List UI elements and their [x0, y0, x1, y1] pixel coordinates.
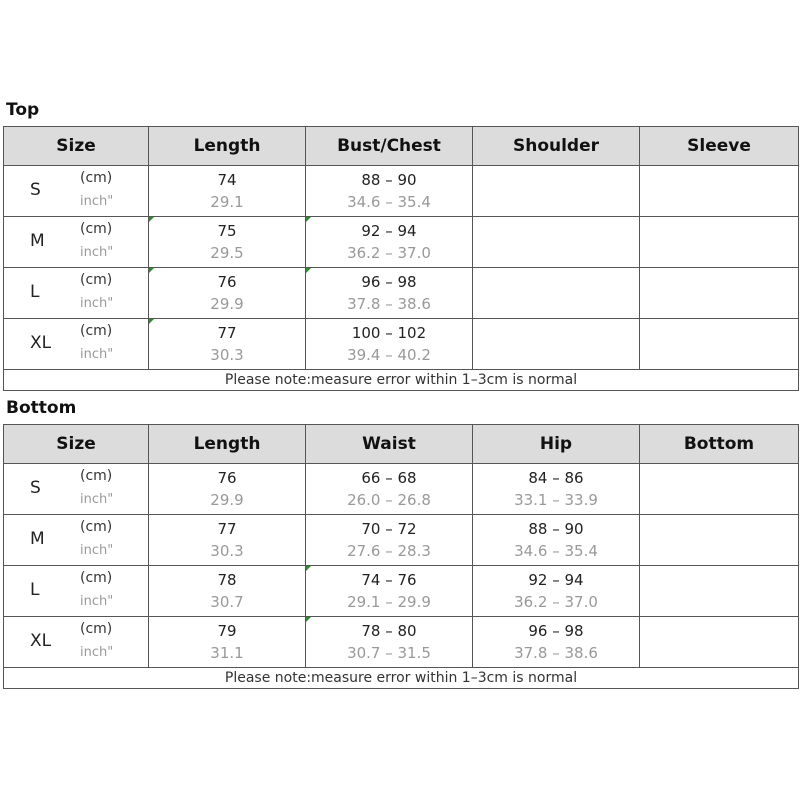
unit-cm-label: (cm): [80, 170, 113, 186]
sleeve-cell: [640, 166, 799, 217]
hip-cm: 84 – 86: [528, 469, 584, 487]
waist-cell: [306, 617, 473, 668]
length-cell: [149, 217, 306, 268]
length-cell: [149, 319, 306, 370]
unit-inch-label: inch": [80, 296, 114, 311]
length-inch: 31.1: [210, 644, 244, 662]
table-row: [4, 464, 799, 515]
unit-inch-label: inch": [80, 194, 114, 209]
hip-cm: 92 – 94: [528, 571, 584, 589]
header-sleeve: Sleeve: [640, 127, 799, 166]
length-cm: 75: [217, 222, 237, 240]
bust-cell: [306, 166, 473, 217]
hip-cm: 88 – 90: [528, 520, 584, 538]
bust-cm: 100 – 102: [351, 324, 427, 342]
hip-inch: 36.2 – 37.0: [514, 593, 598, 611]
hip-cm: 96 – 98: [528, 622, 584, 640]
bottom-size-table: [3, 424, 799, 689]
unit-inch-label: inch": [80, 245, 114, 260]
sleeve-cell: [640, 268, 799, 319]
top-size-table: [3, 126, 799, 391]
size-label: L: [30, 580, 40, 600]
length-cell: [149, 464, 306, 515]
header-bottom: Bottom: [640, 425, 799, 464]
header-waist: Waist: [306, 425, 473, 464]
length-cm: 76: [217, 469, 237, 487]
length-inch: 30.7: [210, 593, 244, 611]
unit-cm-label: (cm): [80, 272, 113, 288]
size-cell: [4, 464, 149, 515]
hip-cell: [473, 617, 640, 668]
corner-mark: [149, 319, 154, 324]
size-label: XL: [30, 631, 52, 651]
size-label: M: [30, 231, 45, 251]
unit-inch-label: inch": [80, 543, 114, 558]
size-cell: [4, 166, 149, 217]
bust-cell: [306, 319, 473, 370]
note-row: [4, 370, 799, 391]
size-label: M: [30, 529, 45, 549]
unit-inch-label: inch": [80, 347, 114, 362]
unit-inch-label: inch": [80, 645, 114, 660]
waist-cm: 74 – 76: [361, 571, 417, 589]
length-inch: 29.1: [210, 193, 244, 211]
length-cm: 77: [217, 324, 237, 342]
header-shoulder: Shoulder: [473, 127, 640, 166]
size-cell: [4, 217, 149, 268]
length-inch: 30.3: [210, 542, 244, 560]
bust-inch: 34.6 – 35.4: [347, 193, 431, 211]
table-row: [4, 515, 799, 566]
note-row: [4, 668, 799, 689]
length-inch: 29.5: [210, 244, 244, 262]
header-size: Size: [4, 127, 149, 166]
bottom-header-row: [4, 425, 799, 464]
bottom-cell: [640, 617, 799, 668]
size-cell: [4, 268, 149, 319]
bottom-cell: [640, 515, 799, 566]
table-row: [4, 566, 799, 617]
table-row: [4, 166, 799, 217]
bottom-cell: [640, 464, 799, 515]
corner-mark: [306, 617, 311, 622]
waist-cell: [306, 515, 473, 566]
waist-cell: [306, 464, 473, 515]
waist-cm: 78 – 80: [361, 622, 417, 640]
bust-cm: 96 – 98: [361, 273, 417, 291]
shoulder-cell: [473, 166, 640, 217]
size-cell: [4, 319, 149, 370]
waist-inch: 27.6 – 28.3: [347, 542, 431, 560]
header-hip: Hip: [473, 425, 640, 464]
length-cell: [149, 566, 306, 617]
length-cm: 79: [217, 622, 237, 640]
hip-cell: [473, 464, 640, 515]
hip-inch: 37.8 – 38.6: [514, 644, 598, 662]
unit-cm-label: (cm): [80, 323, 113, 339]
waist-cm: 70 – 72: [361, 520, 417, 538]
size-cell: [4, 617, 149, 668]
bust-cell: [306, 268, 473, 319]
length-cm: 77: [217, 520, 237, 538]
waist-cell: [306, 566, 473, 617]
corner-mark: [306, 217, 311, 222]
bottom-cell: [640, 566, 799, 617]
bust-inch: 39.4 – 40.2: [347, 346, 431, 364]
measure-note: Please note:measure error within 1–3cm is normal: [4, 668, 799, 689]
waist-inch: 26.0 – 26.8: [347, 491, 431, 509]
hip-cell: [473, 515, 640, 566]
size-label: L: [30, 282, 40, 302]
length-cm: 76: [217, 273, 237, 291]
measure-note: Please note:measure error within 1–3cm is normal: [4, 370, 799, 391]
top-section-title: Top: [6, 100, 40, 120]
size-label: XL: [30, 333, 52, 353]
corner-mark: [149, 217, 154, 222]
waist-inch: 30.7 – 31.5: [347, 644, 431, 662]
length-cm: 78: [217, 571, 237, 589]
size-cell: [4, 515, 149, 566]
unit-cm-label: (cm): [80, 621, 113, 637]
length-inch: 29.9: [210, 295, 244, 313]
shoulder-cell: [473, 319, 640, 370]
sleeve-cell: [640, 217, 799, 268]
unit-cm-label: (cm): [80, 519, 113, 535]
bust-inch: 36.2 – 37.0: [347, 244, 431, 262]
shoulder-cell: [473, 268, 640, 319]
table-row: [4, 617, 799, 668]
table-row: [4, 319, 799, 370]
header-size: Size: [4, 425, 149, 464]
size-label: S: [30, 478, 41, 498]
corner-mark: [306, 268, 311, 273]
table-row: [4, 268, 799, 319]
unit-inch-label: inch": [80, 594, 114, 609]
header-length: Length: [149, 127, 306, 166]
length-inch: 30.3: [210, 346, 244, 364]
table-row: [4, 217, 799, 268]
hip-cell: [473, 566, 640, 617]
top-header-row: [4, 127, 799, 166]
size-cell: [4, 566, 149, 617]
length-cell: [149, 268, 306, 319]
unit-cm-label: (cm): [80, 468, 113, 484]
bust-cell: [306, 217, 473, 268]
length-cell: [149, 166, 306, 217]
unit-cm-label: (cm): [80, 570, 113, 586]
length-cell: [149, 617, 306, 668]
header-bust-chest: Bust/Chest: [306, 127, 473, 166]
waist-cm: 66 – 68: [361, 469, 417, 487]
hip-inch: 33.1 – 33.9: [514, 491, 598, 509]
waist-inch: 29.1 – 29.9: [347, 593, 431, 611]
length-inch: 29.9: [210, 491, 244, 509]
bust-cm: 92 – 94: [361, 222, 417, 240]
length-cm: 74: [217, 171, 237, 189]
shoulder-cell: [473, 217, 640, 268]
sleeve-cell: [640, 319, 799, 370]
unit-inch-label: inch": [80, 492, 114, 507]
unit-cm-label: (cm): [80, 221, 113, 237]
bust-cm: 88 – 90: [361, 171, 417, 189]
bust-inch: 37.8 – 38.6: [347, 295, 431, 313]
bottom-section-title: Bottom: [6, 398, 77, 418]
size-label: S: [30, 180, 41, 200]
hip-inch: 34.6 – 35.4: [514, 542, 598, 560]
corner-mark: [149, 268, 154, 273]
length-cell: [149, 515, 306, 566]
corner-mark: [306, 566, 311, 571]
header-length: Length: [149, 425, 306, 464]
